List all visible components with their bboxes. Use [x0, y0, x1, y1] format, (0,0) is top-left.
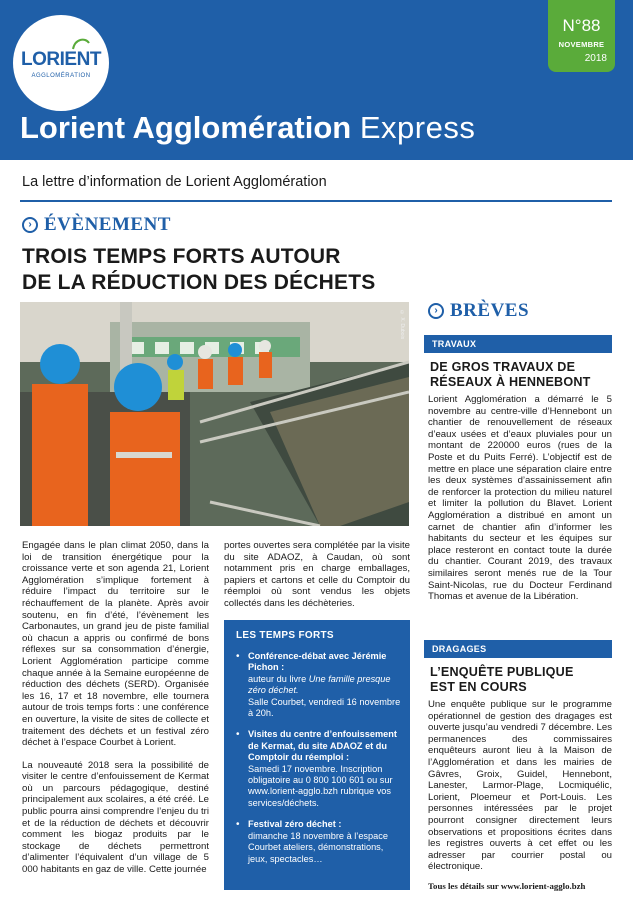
section-label-text: BRÈVES: [450, 300, 530, 321]
logo-word: LORIENT: [21, 49, 101, 70]
brief-title-2: [430, 665, 574, 695]
brief-title-line: EST EN COURS: [430, 680, 527, 694]
footer-link[interactable]: Tous les détails sur www.lorient-agglo.bzh: [428, 881, 586, 891]
issue-number: N°88: [562, 16, 601, 35]
temps-forts-item: [236, 819, 402, 865]
article-title-line1: TROIS TEMPS FORTS AUTOUR: [22, 245, 341, 268]
article-paragraph: La nouveauté 2018 sera la possibilité de visiter le centre d’enfouissement de Kermat où un parcours pédagogique, destiné principalement aux scolaires, a été créé. Le public pourra ainsi comprendre l’enjeu du tri et de la réduction de déchets et découvrir comment les biogaz produits par le stockage de déchets permettront d’alimenter l’équivalent d’un village de 5 000 habitants en gaz de ville. Cette journée: [22, 759, 209, 876]
article-paragraph: Engagée dans le plan climat 2050, dans la loi de transition énergétique pour la croissance verte et son agenda 21, Lorient Agglomération s’implique fortement à réduire l’impact du territoire sur le réchauffement de la planète. Après avoir soutenu, en fin d’été, l’évènement les Carbonautes, un grand jeu de piste familial où chacun a appris ou confirmé de bons réflexes sur sa consommation d’énergie, Lorient Agglomération participe comme chaque année à la Semaine européenne de réduction des déchets (SERD). Organisée les 16, 17 et 18 novembre, elle tournera autour de trois temps forts : une conférence en ouverture, la visite de sites de collecte et traitement des déchets et un festival zéro déchet à l’espace Courbet à Lorient.: [22, 540, 209, 749]
temps-forts-item: [236, 729, 402, 809]
brief-title-line: L’ENQUÊTE PUBLIQUE: [430, 665, 574, 679]
arrow-right-icon: ›: [428, 303, 444, 319]
article-title: [22, 244, 422, 296]
section-label-text: ÉVÈNEMENT: [44, 214, 171, 235]
brief-title-line: DE GROS TRAVAUX DE: [430, 360, 576, 374]
arrow-right-icon: ›: [22, 217, 38, 233]
tagline: La lettre d’information de Lorient Agglomération: [22, 174, 327, 190]
brief-title-line: RÉSEAUX À HENNEBONT: [430, 375, 591, 389]
item-text: Samedi 17 novembre. Inscription obligatoire au 0 800 100 601 ou sur www.lorient-agglo.bzh rubrique vos services/déchets.: [248, 763, 393, 808]
section-label-breves: [428, 300, 529, 322]
book-title: Une famille presque zéro déchet.: [248, 673, 391, 696]
lorient-logo[interactable]: [13, 15, 109, 111]
issue-month: NOVEMBRE: [558, 40, 605, 49]
brief-title-1: [430, 360, 591, 390]
temps-forts-item: [236, 651, 402, 719]
item-text: auteur du livre: [248, 673, 307, 684]
category-bar-dragages: DRAGAGES: [424, 640, 612, 658]
article-photo: [20, 302, 409, 526]
waste-sorting-photo: [20, 302, 409, 526]
temps-forts-title: LES TEMPS FORTS: [236, 630, 334, 641]
issue-badge: [548, 0, 615, 72]
brief-text-1: Lorient Agglomération a démarré le 5 novembre au centre-ville d’Hennebont un chantier de renouvellement de réseaux d’eaux usées et d’eaux pluviales pour un montant de 220000 euros (rues de la Poste et du Puits Ferré). L’objectif est de mettre en place une séparation claire entre les deux systèmes d’assainissement afin de renforcer la protection du milieu naturel et limiter la pollution du Blavet. Lorient Agglomération a distribué en amont un carnet de chantier afin d’informer les habitants du secteur et les équipes sur place resteront en contact toute la durée du chantier. Courant 2019, des travaux similaires seront menés rue de la Tour Saint-Nicolas, rue du Docteur Ferdinand Thomas et avenue de la Libération.: [428, 394, 612, 603]
section-label-evenement: [22, 214, 171, 236]
masthead-title: [20, 110, 475, 146]
item-text: Salle Courbet, vendredi 16 novembre à 20h.: [248, 696, 401, 719]
issue-year: 2018: [584, 53, 607, 64]
temps-forts-box: [224, 620, 410, 890]
article-column-2: [224, 540, 410, 621]
brief-text-2: Une enquête publique sur le programme opérationnel de gestion des dragages est ouverte jusqu’au vendredi 7 décembre. Les permanences des commissaires enquêteurs auront lieu à la Maison de l’Agglomération et dans les mairies de Gâvres, Groix, Guidel, Hennebont, Lanester, Larmor-Plage, Locmiquélic, Lorient, Ploemeur et Port-Louis. Les personnes intéressées par le projet pourront consigner directement leurs observations et propositions écrites dans les registres ouverts à cet effet ou les adresser par courrier postal ou électronique.: [428, 699, 612, 873]
masthead-banner: [0, 0, 633, 160]
item-heading: Conférence-débat avec Jérémie Pichon :: [248, 651, 387, 673]
category-bar-travaux: TRAVAUX: [424, 335, 612, 353]
item-heading: Visites du centre d’enfouissement de Kermat, du site ADAOZ et du Comptoir du réemploi :: [248, 729, 397, 763]
item-heading: Festival zéro déchet :: [248, 819, 342, 830]
photo-credit: © X. Dubois: [399, 310, 405, 340]
masthead-light: Express: [359, 110, 476, 145]
article-title-line2: DE LA RÉDUCTION DES DÉCHETS: [22, 271, 376, 294]
article-paragraph: portes ouvertes sera complétée par la visite du site ADAOZ, à Caudan, où sont notamment pris en charge emballages, papiers et cartons et celle du Comptoir du réemploi où sont vendus les objets collectés dans les déchèteries.: [224, 540, 410, 609]
divider: [20, 200, 612, 202]
logo-subtitle: AGGLOMÉRATION: [31, 73, 91, 79]
masthead-bold: Lorient Agglomération: [20, 110, 352, 145]
article-column-1: [22, 540, 209, 887]
item-text: dimanche 18 novembre à l’espace Courbet ateliers, démonstrations, jeux, spectacles…: [248, 830, 388, 864]
